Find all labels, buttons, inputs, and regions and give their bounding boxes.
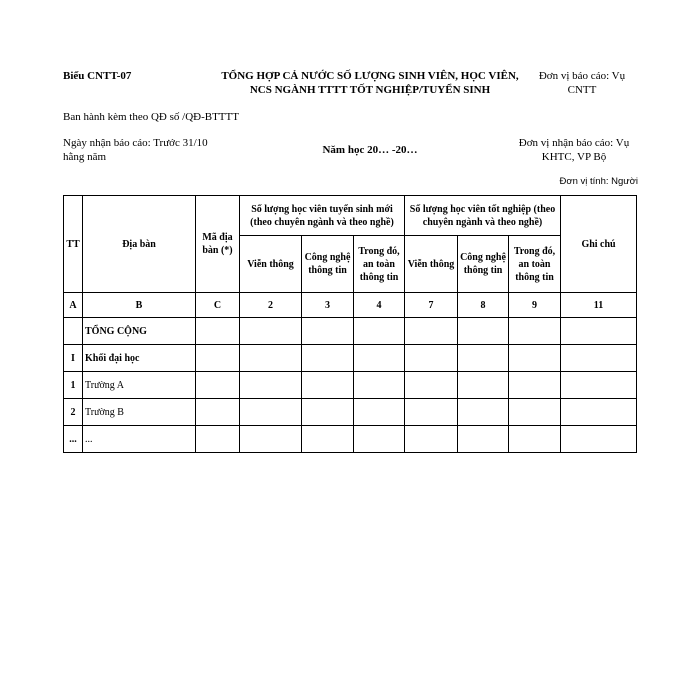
table-row [64,426,637,453]
header-new-it: Công nghệ thông tin [302,236,354,293]
header-tt: TT [64,196,83,293]
receive-date-line1: Ngày nhận báo cáo: Trước 31/10 [63,137,208,149]
header-graduates: Số lượng học viên tốt nghiệp (theo chuyên ngành và theo nghề) [405,196,561,236]
empty-cell [561,345,637,372]
column-index-cell: 11 [561,293,637,318]
column-index-cell: 7 [405,293,458,318]
column-index-row [64,293,637,318]
empty-cell [458,318,509,345]
empty-cell [240,426,302,453]
table-row [64,345,637,372]
column-index-cell: A [64,293,83,318]
header-new-telecom: Viễn thông [240,236,302,293]
header-new-enrollment: Số lượng học viên tuyển sinh mới (theo chuyên ngành và theo nghề) [240,196,405,236]
header-grad-it: Công nghệ thông tin [458,236,509,293]
report-title [215,69,525,97]
empty-cell [240,372,302,399]
empty-cell [561,372,637,399]
receive-date [63,136,208,164]
report-title-line1: TỔNG HỢP CẢ NƯỚC SỐ LƯỢNG SINH VIÊN, HỌC VIÊN, [221,70,519,82]
empty-cell [302,345,354,372]
empty-cell [405,372,458,399]
row-tt-cell [64,318,83,345]
header-area-code: Mã địa bàn (*) [196,196,240,293]
report-title-line2: NCS NGÀNH TTTT TỐT NGHIỆP/TUYỂN SINH [249,84,491,96]
empty-cell [509,399,561,426]
empty-cell [354,372,405,399]
column-index-cell: 4 [354,293,405,318]
table-row [64,372,637,399]
empty-cell [458,372,509,399]
report-table [63,195,637,453]
header-new-security: Trong đó, an toàn thông tin [354,236,405,293]
row-area-cell: TỔNG CỘNG [83,318,196,345]
reporting-unit-line1: Đơn vị báo cáo: Vụ [538,70,626,82]
school-year: Năm học 20… -20… [322,144,418,156]
empty-cell [196,345,240,372]
receiving-unit [514,136,634,164]
row-area-cell: Trường B [83,399,196,426]
empty-cell [458,399,509,426]
reporting-unit [530,69,634,97]
empty-cell [405,399,458,426]
empty-cell [405,318,458,345]
receiving-unit-line1: Đơn vị nhận báo cáo: Vụ [518,137,630,149]
empty-cell [302,426,354,453]
empty-cell [458,426,509,453]
header-grad-telecom: Viễn thông [405,236,458,293]
unit-of-measure: Đơn vị tính: Người [559,176,638,187]
row-tt-cell: I [64,345,83,372]
empty-cell [354,426,405,453]
empty-cell [240,399,302,426]
empty-cell [405,426,458,453]
row-area-cell: Trường A [83,372,196,399]
empty-cell [509,318,561,345]
empty-cell [509,372,561,399]
column-index-cell: B [83,293,196,318]
empty-cell [302,399,354,426]
empty-cell [196,372,240,399]
empty-cell [196,318,240,345]
empty-cell [561,426,637,453]
empty-cell [354,318,405,345]
row-tt-cell: ... [64,426,83,453]
column-index-cell: C [196,293,240,318]
table-row [64,318,637,345]
reporting-unit-line2: CNTT [567,84,597,96]
column-index-cell: 2 [240,293,302,318]
empty-cell [405,345,458,372]
column-index-cell: 3 [302,293,354,318]
header-note: Ghi chú [561,196,637,293]
empty-cell [561,318,637,345]
row-tt-cell: 1 [64,372,83,399]
empty-cell [302,318,354,345]
header-grad-security: Trong đó, an toàn thông tin [509,236,561,293]
empty-cell [240,345,302,372]
header-area: Địa bàn [83,196,196,293]
empty-cell [354,399,405,426]
empty-cell [196,426,240,453]
empty-cell [196,399,240,426]
column-index-cell: 9 [509,293,561,318]
issued-with: Ban hành kèm theo QĐ số /QĐ-BTTTT [63,111,239,123]
empty-cell [509,345,561,372]
empty-cell [509,426,561,453]
column-index-cell: 8 [458,293,509,318]
receiving-unit-line2: KHTC, VP Bộ [541,151,607,163]
row-area-cell: ... [83,426,196,453]
empty-cell [302,372,354,399]
row-area-cell: Khối đại học [83,345,196,372]
receive-date-line2: hằng năm [63,151,107,163]
empty-cell [240,318,302,345]
empty-cell [458,345,509,372]
empty-cell [354,345,405,372]
table-row [64,399,637,426]
row-tt-cell: 2 [64,399,83,426]
form-code: Biểu CNTT-07 [63,70,132,82]
empty-cell [561,399,637,426]
